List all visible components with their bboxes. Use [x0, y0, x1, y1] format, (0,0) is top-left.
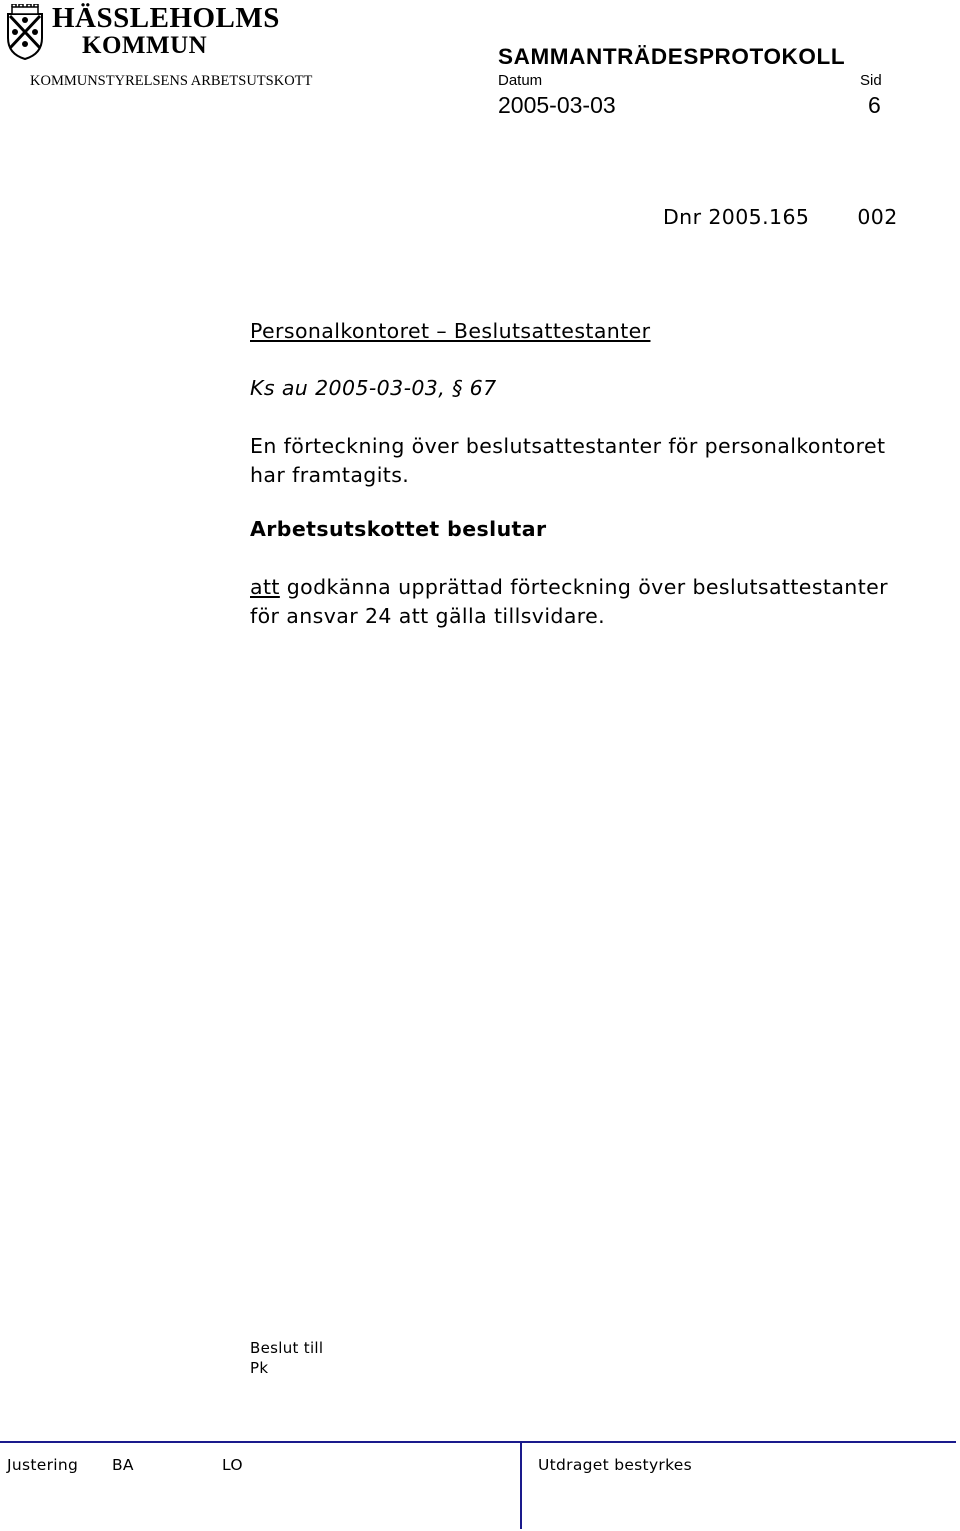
case-title: Personalkontoret – Beslutsattestanter — [250, 319, 651, 343]
committee-name: KOMMUNSTYRELSENS ARBETSUTSKOTT — [30, 73, 313, 89]
case-number — [663, 205, 898, 229]
distribution — [250, 1338, 323, 1378]
municipality-kommun: KOMMUN — [82, 32, 208, 59]
decision-line — [250, 573, 888, 602]
decision-line1-text: godkänna upprättad förteckning över beslutsattestanter — [279, 575, 888, 599]
case-description — [250, 432, 885, 490]
date-label: Datum — [498, 72, 543, 89]
justering-label: Justering — [7, 1456, 79, 1474]
decision-line: för ansvar 24 att gälla tillsvidare. — [250, 604, 606, 628]
decision-heading: Arbetsutskottet beslutar — [250, 517, 547, 541]
page-number: 6 — [868, 92, 881, 118]
signature-initials: LO — [222, 1456, 243, 1474]
signature-initials: BA — [112, 1456, 134, 1474]
description-line: har framtagits. — [250, 463, 410, 487]
certification-label: Utdraget bestyrkes — [538, 1456, 693, 1474]
date-value: 2005-03-03 — [498, 92, 616, 118]
page-label: Sid — [860, 72, 882, 89]
archive-code: 002 — [857, 205, 898, 229]
distribution-label: Beslut till — [250, 1339, 324, 1357]
case-reference: Ks au 2005-03-03, § 67 — [250, 376, 497, 400]
description-line: En förteckning över beslutsattestanter för personalkontoret — [250, 434, 886, 458]
decision-text — [250, 573, 888, 631]
decision-att: att — [250, 575, 280, 599]
footer-rule — [0, 1441, 956, 1443]
footer-divider — [520, 1441, 522, 1529]
coat-of-arms-icon — [4, 4, 46, 60]
distribution-recipient: Pk — [250, 1359, 269, 1377]
municipality-name: HÄSSLEHOLMS — [52, 2, 280, 34]
document-type: SAMMANTRÄDESPROTOKOLL — [498, 44, 846, 69]
dnr-value: Dnr 2005.165 — [663, 205, 810, 229]
